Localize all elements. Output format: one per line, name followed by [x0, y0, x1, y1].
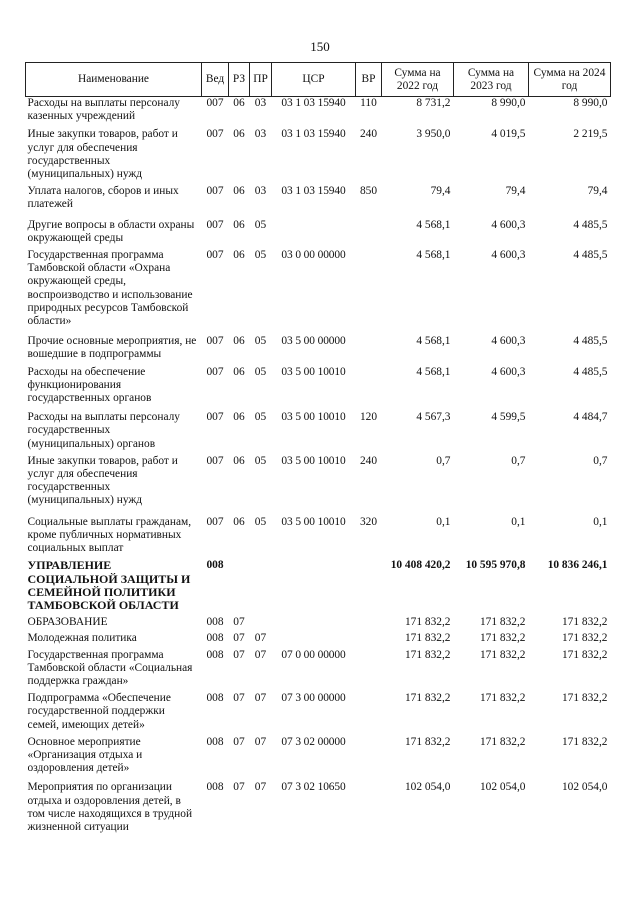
- row-csr: 07 0 00 00000: [281, 648, 346, 661]
- header-rz: РЗ: [229, 63, 250, 97]
- row-rz: 07: [233, 692, 245, 705]
- row-sum-2023: 4 600,3: [491, 365, 526, 378]
- row-name: Основное мероприятие «Организация отдыха и оздоровления детей»: [27, 735, 143, 775]
- row-rz: 07: [233, 648, 245, 661]
- row-csr: 07 3 02 10650: [281, 781, 346, 794]
- row-sum-2023: 79,4: [505, 185, 526, 198]
- row-vr: 240: [359, 454, 378, 467]
- row-csr: 07 3 00 00000: [281, 692, 346, 705]
- row-rz: 06: [233, 218, 245, 231]
- header-ved: Вед: [202, 63, 229, 97]
- row-name: Расходы на выплаты персоналу казенных учреждений: [27, 97, 180, 123]
- row-sum-2023: 4 600,3: [491, 218, 526, 231]
- row-pr: 05: [254, 411, 267, 424]
- row-name: Молодежная политика: [27, 632, 137, 645]
- row-sum-2024: 171 832,2: [561, 648, 608, 661]
- row-vr: [356, 335, 382, 365]
- row-ved: 007: [206, 128, 224, 141]
- row-ved: 008: [206, 559, 224, 572]
- header-sum-2022: Сумма на 2022 год: [382, 63, 454, 97]
- row-name: Другие вопросы в области охраны окружающей среды: [27, 218, 195, 244]
- row-sum-2023: 171 832,2: [479, 735, 526, 748]
- table-row: [26, 335, 611, 365]
- row-rz: 06: [233, 365, 245, 378]
- row-csr: 03 1 03 15940: [281, 185, 346, 198]
- row-name: Уплата налогов, сборов и иных платежей: [27, 185, 179, 211]
- row-rz: 06: [233, 97, 245, 109]
- row-sum-2022: 0,1: [436, 515, 451, 528]
- row-vr: 240: [359, 128, 378, 141]
- row-sum-2024: 102 054,0: [561, 781, 608, 794]
- table-row: [26, 411, 611, 455]
- row-rz: 07: [233, 781, 245, 794]
- row-sum-2022: 4 567,3: [416, 411, 451, 424]
- row-csr: [272, 559, 356, 616]
- row-pr: 07: [254, 632, 267, 645]
- row-ved: 007: [206, 218, 224, 231]
- row-vr: [356, 219, 382, 249]
- row-sum-2024: 4 485,5: [573, 335, 608, 348]
- row-csr: 03 1 03 15940: [281, 128, 346, 141]
- row-vr: 120: [359, 411, 378, 424]
- row-sum-2024: 0,7: [593, 454, 608, 467]
- row-ved: 008: [206, 781, 224, 794]
- row-pr: 03: [254, 128, 267, 141]
- row-sum-2023: 171 832,2: [479, 648, 526, 661]
- table-row: [26, 616, 611, 632]
- row-sum-2022: 171 832,2: [404, 648, 451, 661]
- row-csr: 03 1 03 15940: [281, 97, 346, 109]
- row-pr: 07: [254, 692, 267, 705]
- row-pr: 05: [254, 454, 267, 467]
- row-vr: 850: [359, 185, 378, 198]
- row-sum-2023: 8 990,0: [491, 97, 526, 109]
- row-ved: 007: [206, 454, 224, 467]
- row-sum-2024: 4 485,5: [573, 218, 608, 231]
- row-csr: [272, 632, 356, 648]
- row-rz: 06: [233, 515, 245, 528]
- row-csr: 03 5 00 10010: [281, 454, 346, 467]
- table-row: [26, 516, 611, 560]
- row-vr: [356, 649, 382, 693]
- row-pr: 07: [254, 781, 267, 794]
- table-row: [26, 559, 611, 616]
- row-sum-2022: 4 568,1: [416, 365, 451, 378]
- row-rz: 06: [233, 185, 245, 198]
- row-sum-2023: 171 832,2: [479, 632, 526, 645]
- row-pr: 03: [254, 97, 267, 109]
- row-ved: 007: [206, 411, 224, 424]
- row-rz: 06: [233, 249, 245, 262]
- row-sum-2024: 2 219,5: [573, 128, 608, 141]
- table-row: [26, 781, 611, 834]
- row-name: Расходы на обеспечение функционирования государственных органов: [27, 365, 152, 405]
- table-row: [26, 97, 611, 129]
- row-sum-2023: 171 832,2: [479, 692, 526, 705]
- row-csr: [272, 219, 356, 249]
- row-rz: 07: [233, 632, 245, 645]
- header-vr: ВР: [356, 63, 382, 97]
- row-sum-2022: 10 408 420,2: [390, 559, 451, 572]
- row-name: Социальные выплаты гражданам, кроме публичных нормативных социальных выплат: [27, 515, 192, 555]
- budget-table: [25, 62, 611, 834]
- row-pr: 07: [254, 648, 267, 661]
- row-pr: 05: [254, 218, 267, 231]
- row-sum-2024: 171 832,2: [561, 632, 608, 645]
- row-vr: [356, 616, 382, 632]
- row-csr: 03 5 00 10010: [281, 515, 346, 528]
- table-row: [26, 632, 611, 648]
- row-sum-2022: 4 568,1: [416, 335, 451, 348]
- row-sum-2023: 171 832,2: [479, 616, 526, 629]
- header-name: Наименование: [26, 63, 202, 97]
- row-sum-2024: 4 484,7: [573, 411, 608, 424]
- row-vr: [356, 736, 382, 782]
- row-ved: 007: [206, 185, 224, 198]
- row-rz: 06: [233, 335, 245, 348]
- row-ved: 007: [206, 97, 224, 109]
- row-name: Иные закупки товаров, работ и услуг для обеспечения государственных (муниципальных) нужд: [27, 128, 178, 181]
- row-sum-2023: 4 599,5: [491, 411, 526, 424]
- row-sum-2022: 8 731,2: [416, 97, 451, 109]
- row-sum-2022: 171 832,2: [404, 616, 451, 629]
- row-sum-2024: 171 832,2: [561, 692, 608, 705]
- header-csr: ЦСР: [272, 63, 356, 97]
- row-sum-2022: 3 950,0: [416, 128, 451, 141]
- row-rz: 07: [233, 616, 245, 629]
- row-sum-2024: 79,4: [587, 185, 608, 198]
- row-pr: 05: [254, 335, 267, 348]
- row-ved: 007: [206, 365, 224, 378]
- row-ved: 008: [206, 632, 224, 645]
- header-sum-2023: Сумма на 2023 год: [454, 63, 529, 97]
- row-sum-2022: 171 832,2: [404, 692, 451, 705]
- table-row: [26, 736, 611, 782]
- table-row: [26, 249, 611, 335]
- row-sum-2022: 4 568,1: [416, 249, 451, 262]
- table-row: [26, 455, 611, 516]
- row-sum-2023: 102 054,0: [479, 781, 526, 794]
- row-vr: [356, 366, 382, 412]
- row-pr: 05: [254, 365, 267, 378]
- row-pr: 07: [254, 735, 267, 748]
- row-vr: [356, 781, 382, 834]
- table-row: [26, 128, 611, 185]
- row-ved: 007: [206, 335, 224, 348]
- row-name: Иные закупки товаров, работ и услуг для обеспечения государственных (муниципальных) нужд: [27, 454, 178, 507]
- row-ved: 008: [206, 735, 224, 748]
- row-sum-2022: 171 832,2: [404, 632, 451, 645]
- row-sum-2024: 171 832,2: [561, 616, 608, 629]
- row-sum-2023: 4 600,3: [491, 335, 526, 348]
- table-header: [26, 63, 611, 97]
- row-name: УПРАВЛЕНИЕ СОЦИАЛЬНОЙ ЗАЩИТЫ И СЕМЕЙНОЙ ПОЛИТИКИ ТАМБОВСКОЙ ОБЛАСТИ: [27, 558, 191, 612]
- row-vr: [356, 692, 382, 736]
- table-row: [26, 692, 611, 736]
- row-name: Прочие основные мероприятия, не вошедшие в подпрограммы: [27, 335, 197, 361]
- row-pr: [250, 559, 272, 616]
- header-sum-2024: Сумма на 2024 год: [529, 63, 611, 97]
- row-sum-2023: 4 019,5: [491, 128, 526, 141]
- row-rz: [229, 559, 250, 616]
- table-body: [26, 97, 611, 835]
- row-ved: 008: [206, 616, 224, 629]
- page-number: 150: [310, 39, 330, 54]
- row-ved: 008: [206, 692, 224, 705]
- row-sum-2022: 79,4: [430, 185, 451, 198]
- row-csr: 07 3 02 00000: [281, 735, 346, 748]
- row-sum-2024: 8 990,0: [573, 97, 608, 109]
- row-vr: 110: [360, 97, 377, 109]
- row-vr: [356, 249, 382, 335]
- row-rz: 06: [233, 128, 245, 141]
- row-name: ОБРАЗОВАНИЕ: [27, 616, 108, 629]
- row-name: Государственная программа Тамбовской области «Социальная поддержка граждан»: [27, 648, 193, 687]
- row-sum-2022: 171 832,2: [404, 735, 451, 748]
- row-sum-2023: 0,1: [511, 515, 526, 528]
- row-sum-2023: 4 600,3: [491, 249, 526, 262]
- row-pr: 05: [254, 249, 267, 262]
- row-name: Государственная программа Тамбовской области «Охрана окружающей среды, воспроизводство и использование природных ресурсов Тамбовской области»: [27, 249, 193, 328]
- row-name: Мероприятия по организации отдыха и оздоровления детей, в том числе находящихся в трудной жизненной ситуации: [27, 781, 193, 833]
- row-pr: 05: [254, 515, 267, 528]
- row-sum-2024: 171 832,2: [561, 735, 608, 748]
- row-rz: 06: [233, 454, 245, 467]
- row-pr: 03: [254, 185, 267, 198]
- row-rz: 06: [233, 411, 245, 424]
- row-name: Расходы на выплаты персоналу государственных (муниципальных) органов: [27, 411, 180, 450]
- row-csr: 03 5 00 10010: [281, 411, 346, 424]
- row-csr: [272, 616, 356, 632]
- row-sum-2023: 10 595 970,8: [465, 559, 526, 572]
- row-sum-2024: 4 485,5: [573, 365, 608, 378]
- table-row: [26, 366, 611, 412]
- row-csr: 03 5 00 00000: [281, 335, 346, 348]
- row-name: Подпрограмма «Обеспечение государственной поддержки семей, имеющих детей»: [27, 692, 171, 731]
- row-sum-2022: 4 568,1: [416, 218, 451, 231]
- row-ved: 008: [206, 648, 224, 661]
- row-rz: 07: [233, 735, 245, 748]
- row-sum-2023: 0,7: [511, 454, 526, 467]
- row-sum-2024: 4 485,5: [573, 249, 608, 262]
- row-vr: 320: [359, 515, 378, 528]
- row-csr: 03 0 00 00000: [281, 249, 346, 262]
- row-sum-2022: 102 054,0: [404, 781, 451, 794]
- row-vr: [356, 559, 382, 616]
- row-csr: 03 5 00 10010: [281, 365, 346, 378]
- row-ved: 007: [206, 515, 224, 528]
- row-ved: 007: [206, 249, 224, 262]
- row-sum-2024: 0,1: [593, 515, 608, 528]
- table-row: [26, 219, 611, 249]
- header-pr: ПР: [250, 63, 272, 97]
- row-sum-2022: 0,7: [436, 454, 451, 467]
- table-row: [26, 649, 611, 693]
- row-vr: [356, 632, 382, 648]
- table-row: [26, 185, 611, 218]
- row-pr: [250, 616, 272, 632]
- row-sum-2024: 10 836 246,1: [547, 559, 608, 572]
